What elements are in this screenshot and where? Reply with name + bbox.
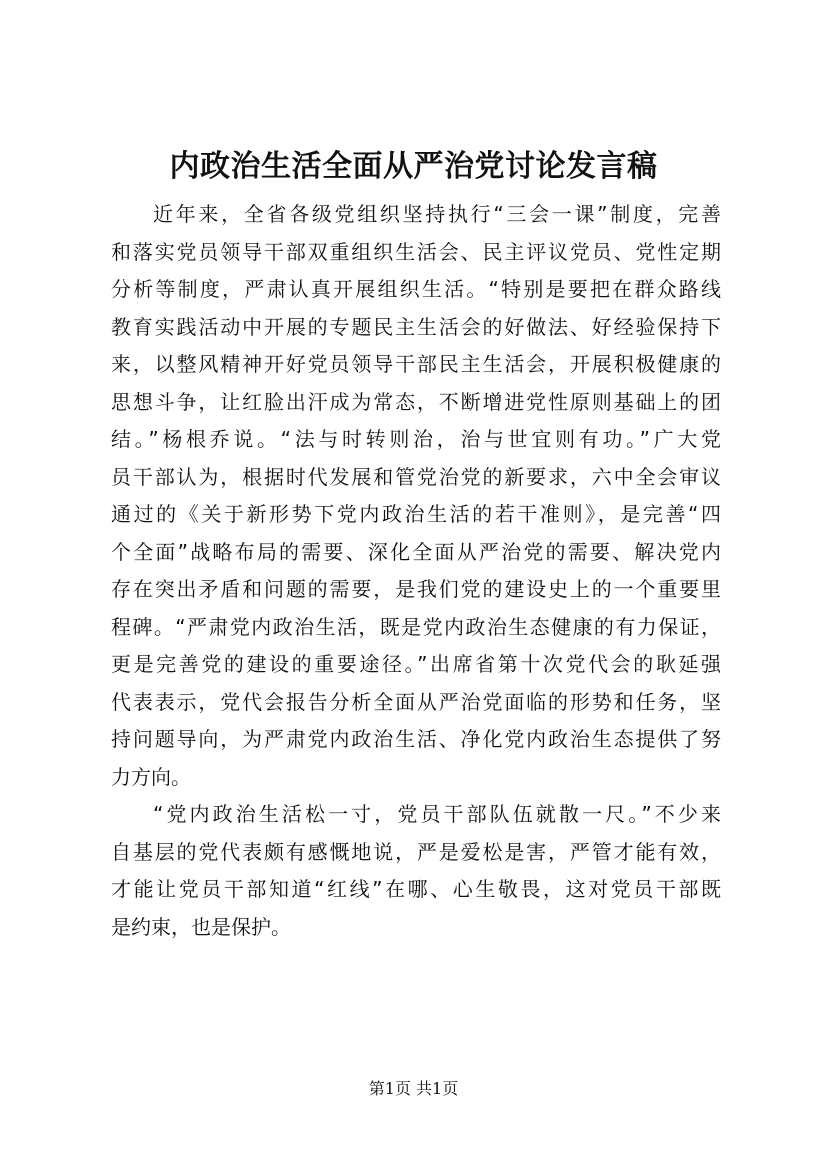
paragraph-line: 来，以整风精神开好党员领导干部民主生活会，开展积极健康的 [111, 352, 721, 376]
paragraph-2 [111, 796, 721, 946]
document-title: 内政治生活全面从严治党讨论发言稿 [169, 149, 658, 184]
paragraph-line: “党内政治生活松一寸，党员干部队伍就散一尺。”不少来 [153, 802, 721, 826]
paragraph-line: 近年来，全省各级党组织坚持执行“三会一课”制度，完善 [153, 202, 721, 226]
document-body [111, 196, 721, 946]
paragraph-line: 个全面”战略布局的需要、深化全面从严治党的需要、解决党内 [111, 539, 721, 564]
paragraph-line: 结。”杨根乔说。“法与时转则治，治与世宜则有功。”广大党 [111, 427, 721, 451]
paragraph-1 [111, 196, 721, 796]
paragraph-line: 更是完善党的建设的重要途径。”出席省第十次党代会的耿延强 [111, 652, 721, 676]
page-number: 第1页 共1页 [368, 1079, 459, 1098]
paragraph-line: 才能让党员干部知道“红线”在哪、心生敬畏，这对党员干部既 [111, 877, 721, 901]
paragraph-line: 程碑。“严肃党内政治生活，既是党内政治生态健康的有力保证， [111, 614, 721, 639]
paragraph-line: 是约束，也是保护。 [111, 914, 291, 939]
paragraph-line: 力方向。 [111, 764, 191, 789]
paragraph-line: 分析等制度，严肃认真开展组织生活。“特别是要把在群众路线 [111, 277, 721, 301]
paragraph-line: 自基层的党代表颇有感慨地说，严是爱松是害，严管才能有效， [111, 839, 721, 864]
paragraph-line: 代表表示，党代会报告分析全面从严治党面临的形势和任务，坚 [111, 689, 721, 714]
paragraph-line: 和落实党员领导干部双重组织生活会、民主评议党员、党性定期 [111, 239, 721, 264]
paragraph-line: 教育实践活动中开展的专题民主生活会的好做法、好经验保持下 [111, 314, 721, 339]
paragraph-line: 存在突出矛盾和问题的需要，是我们党的建设史上的一个重要里 [111, 577, 721, 601]
paragraph-line: 员干部认为，根据时代发展和管党治党的新要求，六中全会审议 [111, 464, 721, 489]
paragraph-line: 通过的《关于新形势下党内政治生活的若干准则》，是完善“四 [111, 502, 721, 526]
paragraph-line: 思想斗争，让红脸出汗成为常态，不断增进党性原则基础上的团 [111, 389, 721, 414]
paragraph-line: 持问题导向，为严肃党内政治生活、净化党内政治生态提供了努 [111, 727, 721, 751]
